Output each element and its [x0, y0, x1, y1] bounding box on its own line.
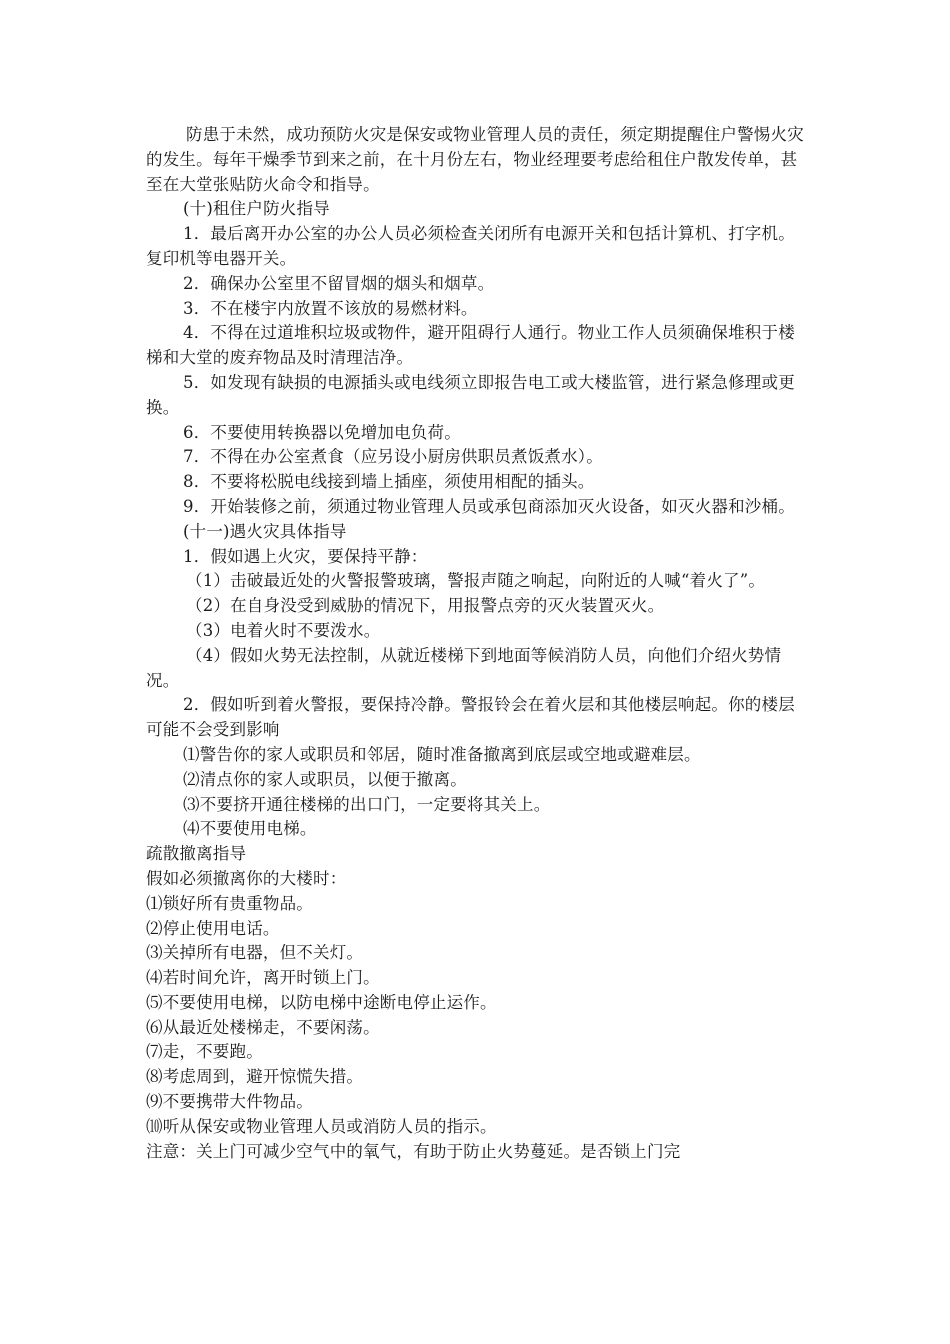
list-item: 1．最后离开办公室的办公人员必须检查关闭所有电源开关和包括计算机、打字机。复印机等电器开关。	[146, 224, 795, 268]
evacuation-intro: 假如必须撤离你的大楼时：	[146, 868, 347, 888]
evacuation-item: ⑽听从保安或物业管理人员或消防人员的指示。	[146, 1116, 497, 1136]
sub-list-item: ⑶不要挤开通往楼梯的出口门，一定要将其关上。	[183, 794, 551, 814]
list-item: 8．不要将松脱电线接到墙上插座，须使用相配的插头。	[183, 472, 595, 492]
sub-list-item: （3）电着火时不要泼水。	[186, 620, 381, 640]
evacuation-item: ⑺走，不要跑。	[146, 1042, 263, 1062]
list-item: 2．假如听到着火警报，要保持冷静。警报铃会在着火层和其他楼层响起。你的楼层可能不会受到影响	[146, 695, 795, 740]
list-item: 4．不得在过道堆积垃圾或物件，避开阻碍行人通行。物业工作人员须确保堆积于楼梯和大堂的废弃物品及时清理洁净。	[146, 323, 795, 368]
evacuation-item: ⑸不要使用电梯，以防电梯中途断电停止运作。	[146, 992, 497, 1012]
evacuation-item: ⑼不要携带大件物品。	[146, 1092, 313, 1112]
sub-list-item: （2）在自身没受到威胁的情况下，用报警点旁的灭火装置灭火。	[186, 596, 665, 616]
list-item: 9．开始装修之前，须通过物业管理人员或承包商添加灭火设备，如灭火器和沙桶。	[183, 496, 795, 516]
document-body	[146, 123, 810, 1164]
section-heading-10: (十)租住户防火指导	[183, 199, 330, 219]
section-heading-11: (十一)遇火灾具体指导	[183, 521, 347, 541]
sub-list-item: （4）假如火势无法控制，从就近楼梯下到地面等候消防人员，向他们介绍火势情况。	[146, 645, 782, 690]
section-heading-evacuation: 疏散撤离指导	[146, 844, 247, 864]
evacuation-item: ⑻考虑周到，避开惊慌失措。	[146, 1067, 364, 1087]
list-item: 6．不要使用转换器以免增加电负荷。	[183, 422, 461, 442]
list-item: 5．如发现有缺损的电源插头或电线须立即报告电工或大楼监管，进行紧急修理或更换。	[146, 372, 795, 417]
list-item: 7．不得在办公室煮食（应另设小厨房供职员煮饭煮水）。	[183, 447, 603, 467]
list-item: 1．假如遇上火灾，要保持平静：	[183, 546, 428, 566]
evacuation-item: ⑶关掉所有电器，但不关灯。	[146, 943, 364, 963]
evacuation-item: ⑵停止使用电话。	[146, 918, 280, 938]
sub-list-item: （1）击破最近处的火警报警玻璃，警报声随之响起，向附近的人喊“着火了”。	[186, 571, 766, 591]
sub-list-item: ⑴警告你的家人或职员和邻居，随时准备撤离到底层或空地或避难层。	[183, 744, 701, 764]
evacuation-item: ⑴锁好所有贵重物品。	[146, 893, 313, 913]
evacuation-item: ⑹从最近处楼梯走，不要闲荡。	[146, 1017, 380, 1037]
list-item: 3．不在楼宇内放置不该放的易燃材料。	[183, 298, 478, 318]
evacuation-item: ⑷若时间允许，离开时锁上门。	[146, 968, 380, 988]
sub-list-item: ⑵清点你的家人或职员，以便于撤离。	[183, 769, 467, 789]
intro-paragraph: 防患于未然，成功预防火灾是保安或物业管理人员的责任，须定期提醒住户警惕火灾的发生。每年干燥季节到来之前，在十月份左右，物业经理要考虑给租住户散发传单，甚至在大堂张贴防火命令和指导。	[146, 125, 804, 194]
note-paragraph: 注意：关上门可减少空气中的氧气，有助于防止火势蔓延。是否锁上门完	[146, 1141, 681, 1161]
sub-list-item: ⑷不要使用电梯。	[183, 819, 317, 839]
list-item: 2．确保办公室里不留冒烟的烟头和烟草。	[183, 273, 495, 293]
